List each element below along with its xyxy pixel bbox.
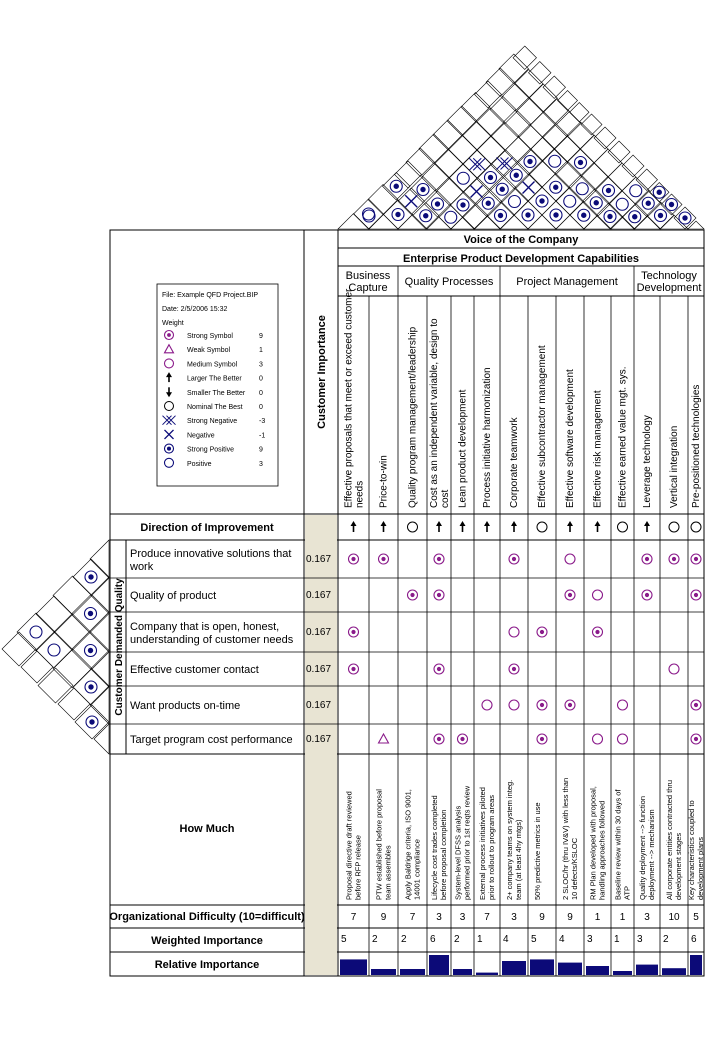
legend-file: File: Example QFD Project.BIP	[162, 292, 259, 299]
row-label: Target program cost performance	[130, 734, 293, 746]
S-symbol	[434, 664, 444, 674]
strongpos-symbol	[85, 681, 97, 693]
row-label: Produce innovative solutions that work	[130, 548, 292, 573]
pos-symbol	[165, 458, 174, 467]
legend-label: Positive	[187, 460, 212, 468]
S-symbol	[691, 554, 701, 564]
relative-bar	[558, 963, 582, 975]
up-symbol	[511, 521, 517, 532]
strongpos-symbol	[536, 195, 548, 207]
M-symbol	[618, 734, 628, 744]
pos-symbol	[630, 185, 642, 197]
pos-symbol	[48, 644, 60, 656]
strongpos-symbol	[578, 209, 590, 221]
difficulty-value: 1	[619, 912, 626, 923]
strongpos-symbol	[392, 209, 404, 221]
strongpos-symbol	[510, 169, 522, 181]
column-header: Effective risk management	[592, 390, 604, 508]
nominal-symbol	[618, 522, 628, 532]
relative-bar	[613, 971, 632, 975]
strongpos-symbol	[417, 184, 429, 196]
neg-symbol	[405, 195, 417, 207]
row-label: Want products on-time	[130, 700, 241, 712]
M-symbol	[669, 664, 679, 674]
relative-bar	[371, 969, 396, 975]
nominal-symbol	[691, 522, 701, 532]
strongpos-symbol	[524, 156, 536, 168]
weighted-value: 2	[663, 934, 669, 945]
strongpos-symbol	[495, 210, 507, 222]
customer-importance-header: Customer Importance	[316, 315, 328, 429]
legend-weight: 1	[259, 347, 263, 355]
column-header: Lean product development	[457, 389, 469, 508]
nominal-symbol	[408, 522, 418, 532]
correlation-roof	[338, 46, 704, 229]
pos-symbol	[576, 183, 588, 195]
pos-symbol	[564, 195, 576, 207]
S-symbol	[379, 554, 389, 564]
how-much-value: PTW established before proposalteam assembles	[374, 789, 393, 900]
row-label: Company that is open, honest, understanding of customer needs	[130, 621, 294, 646]
row-importance: 0.167	[306, 590, 332, 601]
strongpos-symbol	[457, 199, 469, 211]
strongpos-symbol	[85, 608, 97, 620]
capabilities-header: Enterprise Product Development Capabilities	[403, 253, 639, 265]
row-importance: 0.167	[306, 554, 332, 565]
neg-symbol	[471, 186, 483, 198]
how-much-value: External process initiatives pilotedprior to rollout to program areas	[478, 787, 496, 900]
how-much-value: Key characteristics coupled todevelopment plans	[687, 800, 705, 900]
strongneg-symbol	[163, 416, 176, 425]
column-header: Leverage technology	[642, 415, 653, 508]
strongpos-symbol	[679, 212, 691, 224]
legend-weight: 9	[259, 446, 263, 454]
difficulty-value: 10	[668, 912, 680, 923]
down-symbol	[166, 387, 172, 397]
relative-bar	[662, 968, 686, 975]
S-symbol	[537, 627, 547, 637]
S-symbol	[537, 700, 547, 710]
up-symbol	[644, 521, 650, 532]
strongpos-symbol	[85, 645, 97, 657]
capability-group: Quality Processes	[404, 276, 494, 288]
legend-label: Weak Symbol	[187, 347, 231, 355]
legend-weight: -1	[259, 432, 266, 440]
how-much-value: All corporate entities contracted thrudevelopment stages	[665, 779, 683, 900]
voice-of-company-header: Voice of the Company	[463, 234, 579, 246]
weighted-value: 4	[559, 934, 565, 945]
legend-label: Strong Positive	[187, 446, 235, 454]
column-header: Effective software development	[565, 369, 576, 508]
weighted-value: 6	[691, 934, 697, 945]
capability-group: Business Capture	[345, 270, 391, 294]
relative-bar	[530, 959, 554, 975]
difficulty-value: 3	[436, 912, 442, 923]
legend-weight: -3	[259, 418, 266, 426]
S-symbol	[691, 700, 701, 710]
legend-label: Medium Symbol	[187, 361, 238, 369]
S-symbol	[349, 554, 359, 564]
up-symbol	[460, 521, 466, 532]
weighted-header: Weighted Importance	[151, 935, 263, 947]
strongpos-symbol	[420, 210, 432, 222]
strongneg-symbol	[497, 158, 513, 170]
how-much-value: Quality deployment --> functiondeployment --> mechanism	[638, 795, 656, 900]
difficulty-value: 1	[594, 912, 601, 923]
column-header: Effective earned value mgt. sys.	[617, 366, 629, 508]
M-symbol	[593, 734, 603, 744]
strongpos-symbol	[666, 199, 678, 211]
M-symbol	[593, 590, 603, 600]
S-symbol	[349, 664, 359, 674]
difficulty-value: 9	[539, 912, 545, 923]
medium-symbol	[165, 359, 174, 368]
strongpos-symbol	[485, 172, 497, 184]
bottom-rows	[340, 778, 705, 975]
relative-bar	[586, 966, 609, 975]
row-importance: 0.167	[306, 700, 332, 711]
up-symbol	[567, 521, 573, 532]
how-much-header: How Much	[179, 823, 235, 835]
columns	[344, 288, 703, 532]
nominal-symbol	[537, 522, 547, 532]
strongpos-symbol	[390, 180, 402, 192]
difficulty-value: 3	[511, 912, 517, 923]
column-header: Price-to-win	[378, 455, 390, 508]
column-header: Quality program management/leadership	[407, 326, 419, 508]
strongpos-symbol	[575, 157, 587, 169]
importance-column-shade	[305, 515, 337, 975]
weak-symbol	[165, 345, 174, 353]
how-much-value: System-level DFSS analysisperformed prior to 1st reqts review	[453, 785, 472, 900]
strongpos-symbol	[550, 181, 562, 193]
strongpos-symbol	[590, 197, 602, 209]
S-symbol	[434, 590, 444, 600]
legend-label: Nominal The Best	[187, 404, 243, 411]
strong-symbol	[165, 331, 174, 340]
S-symbol	[593, 627, 603, 637]
difficulty-value: 7	[409, 912, 416, 923]
legend-label: Strong Symbol	[187, 333, 233, 340]
column-header: Process initiative harmonization	[482, 367, 493, 508]
capability-group: Project Management	[516, 276, 618, 288]
difficulty-value: 7	[484, 912, 490, 923]
up-symbol	[595, 521, 601, 532]
difficulty-header: Organizational Difficulty (10=difficult)	[109, 911, 305, 923]
difficulty-value: 5	[693, 912, 699, 923]
legend-weight: 9	[259, 333, 263, 340]
difficulty-value: 3	[459, 912, 466, 923]
legend-items	[163, 331, 266, 468]
neg-symbol	[523, 182, 535, 194]
strongpos-symbol	[604, 211, 616, 223]
row-correlation-roof	[2, 540, 109, 754]
strongpos-symbol	[655, 210, 667, 222]
M-symbol	[509, 700, 519, 710]
legend-date: Date: 2/5/2006 15:32	[162, 306, 228, 313]
how-much-value: Proposal directive draft reviewedbefore RFP release	[344, 791, 363, 900]
how-much-value: Apply Baldrige criteria, ISO 9001,14001 compliance	[403, 789, 422, 900]
strongpos-symbol	[653, 186, 665, 198]
weighted-value: 1	[477, 934, 483, 945]
pos-symbol	[616, 198, 628, 210]
weighted-value: 5	[341, 934, 347, 945]
strongpos-symbol	[432, 198, 444, 210]
weighted-value: 1	[614, 934, 620, 945]
nominal-symbol	[165, 402, 174, 411]
legend-weight: 3	[259, 460, 263, 468]
up-symbol	[436, 521, 442, 532]
strongpos-symbol	[550, 209, 562, 221]
weighted-value: 3	[587, 934, 593, 945]
legend-weight: 0	[259, 389, 263, 397]
row-importance: 0.167	[306, 664, 332, 675]
M-symbol	[565, 554, 575, 564]
relative-bar	[636, 965, 658, 975]
pos-symbol	[445, 211, 457, 223]
S-symbol	[642, 590, 652, 600]
strongpos-symbol	[165, 444, 174, 453]
strongpos-symbol	[522, 209, 534, 221]
S-symbol	[408, 590, 418, 600]
S-symbol	[691, 734, 701, 744]
pos-symbol	[509, 196, 521, 208]
capability-groups	[346, 270, 702, 294]
how-much-value: Baseline review within 30 days ofATP	[613, 789, 632, 900]
row-label: Effective customer contact	[130, 664, 259, 676]
how-much-value: RM Plan developed with proposal,handling approaches followed	[588, 786, 607, 900]
S-symbol	[669, 554, 679, 564]
pos-symbol	[30, 626, 42, 638]
S-symbol	[349, 627, 359, 637]
S-symbol	[434, 734, 444, 744]
row-importance: 0.167	[306, 734, 332, 745]
relative-bar	[476, 973, 498, 975]
relative-header: Relative Importance	[154, 959, 260, 971]
legend-weight: 0	[259, 404, 263, 411]
weighted-value: 6	[430, 934, 436, 945]
how-much-value: Lifecycle cost trades completedbefore proposal completion	[430, 795, 448, 900]
W-symbol	[379, 734, 389, 743]
weighted-value: 2	[401, 934, 407, 945]
neg-symbol	[165, 430, 174, 439]
S-symbol	[509, 664, 519, 674]
column-header: Effective proposals that meet or exceed customerneeds	[343, 288, 366, 508]
how-much-value: 2 SLOC/hr (thru IV&V) with less than10 defects/KSLOC	[561, 777, 579, 900]
direction-header: Direction of Improvement	[140, 522, 274, 534]
relative-bar	[429, 955, 449, 975]
up-symbol	[381, 521, 387, 532]
row-importance: 0.167	[306, 627, 332, 638]
strongpos-symbol	[482, 197, 494, 209]
column-header: Vertical integration	[669, 425, 680, 508]
difficulty-value: 3	[644, 912, 650, 923]
S-symbol	[458, 734, 468, 744]
how-much-value: 2+ company teams on system integ.team (at least 4hy mtgs)	[505, 779, 523, 900]
legend-label: Strong Negative	[187, 418, 238, 426]
strongpos-symbol	[496, 183, 508, 195]
relative-bar	[502, 961, 526, 975]
S-symbol	[434, 554, 444, 564]
pos-symbol	[457, 172, 469, 184]
column-header: Pre-positioned technologies	[691, 384, 702, 508]
legend-label: Negative	[187, 432, 215, 440]
up-symbol	[484, 521, 490, 532]
strongneg-symbol	[469, 158, 485, 170]
strongpos-symbol	[85, 571, 97, 583]
up-symbol	[351, 521, 357, 532]
difficulty-value: 7	[350, 912, 357, 923]
legend-weight: 3	[259, 361, 263, 369]
weighted-value: 2	[454, 934, 460, 945]
capability-group: Technology Development	[636, 270, 702, 294]
strongpos-symbol	[603, 185, 615, 197]
S-symbol	[642, 554, 652, 564]
S-symbol	[537, 734, 547, 744]
legend	[157, 284, 278, 486]
strongpos-symbol	[629, 211, 641, 223]
difficulty-value: 9	[567, 912, 573, 923]
up-symbol	[166, 372, 172, 382]
relative-bar	[453, 969, 472, 975]
strongpos-symbol	[86, 716, 98, 728]
relative-bar	[340, 959, 367, 975]
column-header: Corporate teamwork	[509, 417, 520, 508]
weighted-value: 3	[637, 934, 643, 945]
S-symbol	[691, 590, 701, 600]
legend-weight: 0	[259, 375, 263, 383]
M-symbol	[482, 700, 492, 710]
customer-demanded-quality-header: Customer Demanded Quality	[114, 578, 125, 716]
relative-bar	[400, 969, 425, 975]
legend-label: Larger The Better	[187, 375, 242, 383]
M-symbol	[618, 700, 628, 710]
how-much-value: 50% predictive metrics in use	[533, 802, 542, 900]
S-symbol	[509, 554, 519, 564]
strongpos-symbol	[642, 197, 654, 209]
column-header: Effective subcontractor management	[537, 345, 548, 508]
column-header: Cost as an independent variable, design tocost	[429, 318, 451, 508]
weighted-value: 4	[503, 934, 509, 945]
legend-label: Smaller The Better	[187, 389, 246, 397]
relative-bar	[690, 955, 702, 975]
S-symbol	[565, 590, 575, 600]
weighted-value: 5	[531, 934, 537, 945]
S-symbol	[565, 700, 575, 710]
difficulty-value: 9	[380, 912, 387, 923]
M-symbol	[509, 627, 519, 637]
nominal-symbol	[669, 522, 679, 532]
legend-weight-heading: Weight	[162, 320, 184, 327]
weighted-value: 2	[372, 934, 378, 945]
row-label: Quality of product	[130, 590, 217, 602]
pos-symbol	[549, 155, 561, 167]
